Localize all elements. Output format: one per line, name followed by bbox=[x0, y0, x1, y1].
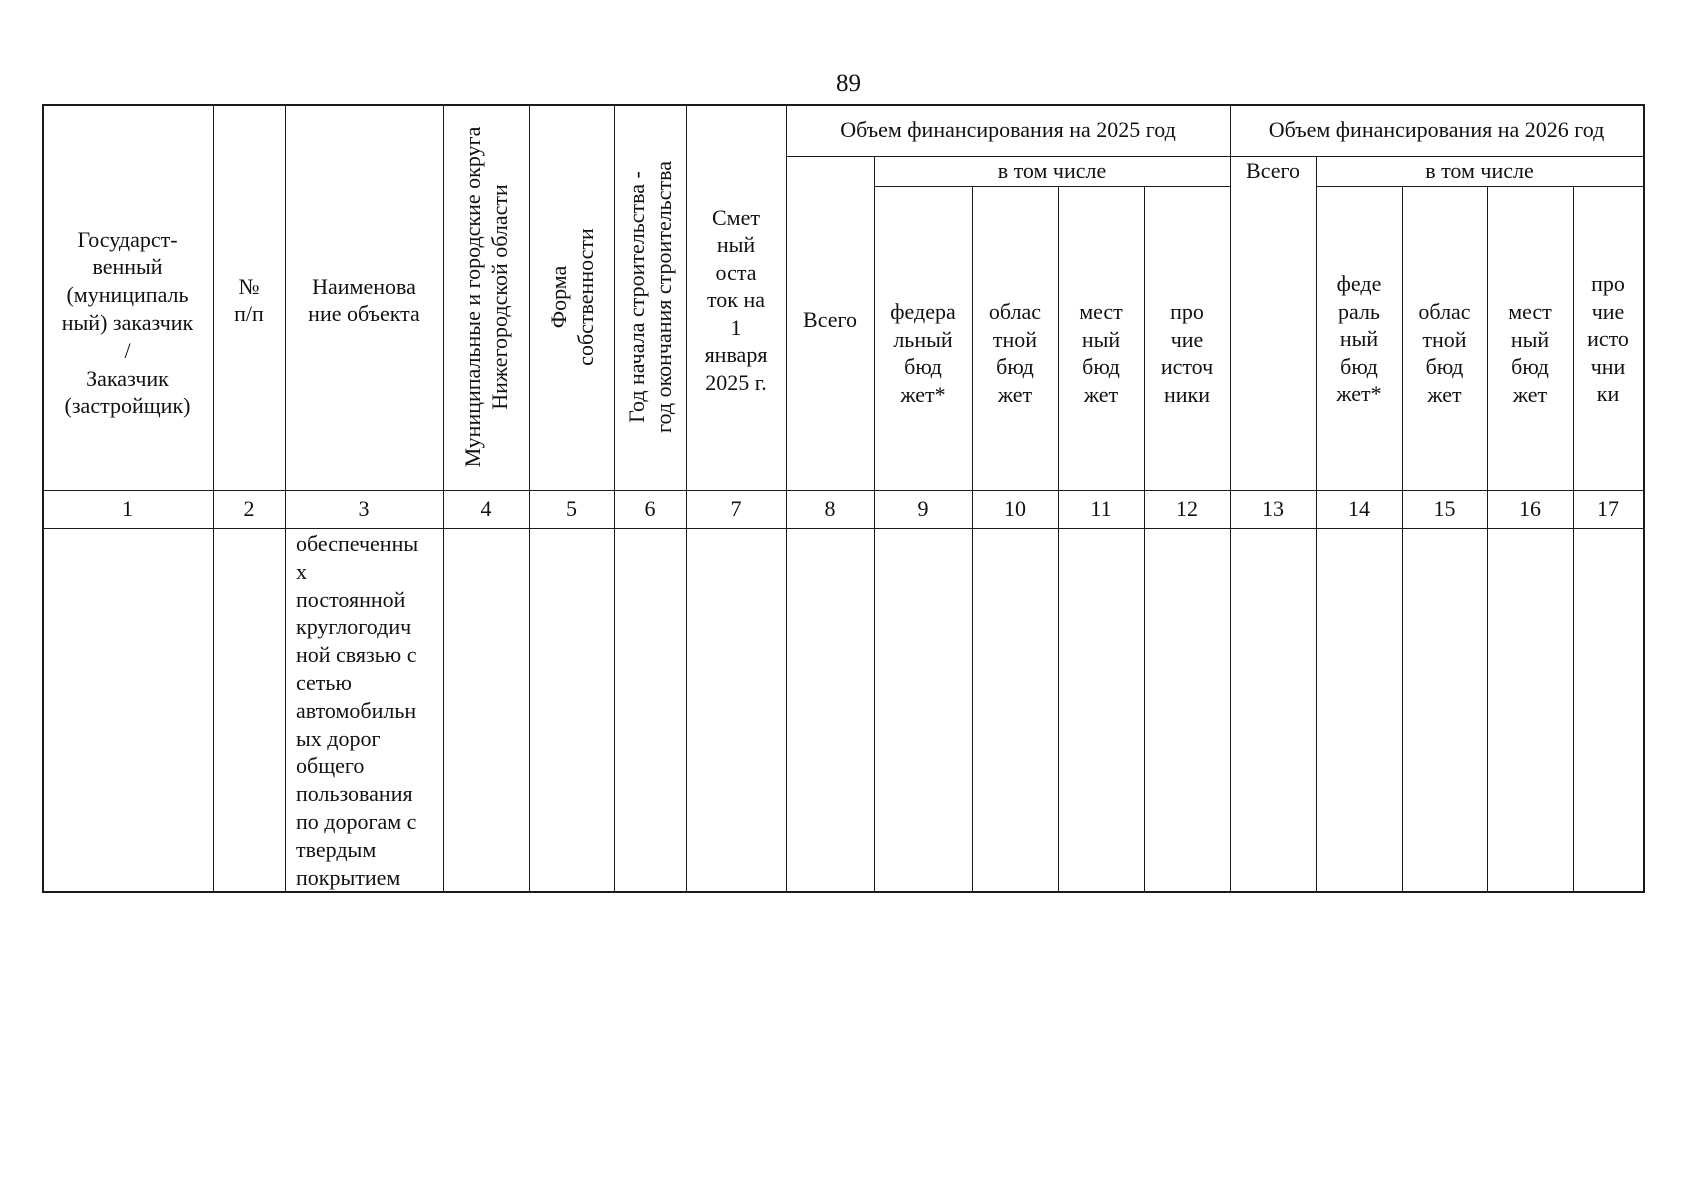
header-estimate-balance bbox=[686, 204, 786, 397]
header-construction-years-line: год окончания строительства bbox=[651, 161, 676, 433]
column-number: 15 bbox=[1433, 496, 1456, 521]
header-regional-2025-line: тной bbox=[992, 326, 1038, 352]
header-regional-2026 bbox=[1402, 298, 1487, 408]
rule-v bbox=[1487, 186, 1488, 892]
rule-h bbox=[42, 891, 1645, 893]
header-local-2026-line: ный bbox=[1510, 326, 1550, 352]
header-estimate-balance-line: 2025 г. bbox=[705, 369, 767, 395]
row-object-name-line: пользования bbox=[296, 781, 413, 807]
header-other-2026 bbox=[1573, 270, 1643, 408]
column-number: 13 bbox=[1262, 496, 1284, 521]
header-total-2026: Всего bbox=[1246, 158, 1300, 183]
header-other-2026-line: исто bbox=[1587, 326, 1629, 352]
header-regional-2025-line: бюд bbox=[996, 354, 1034, 379]
header-customer-line: венный bbox=[92, 254, 163, 280]
header-municipal-districts-line: Муниципальные и городские округа bbox=[460, 126, 485, 468]
header-federal-2026 bbox=[1316, 270, 1402, 408]
header-object-name-line: Наименова bbox=[312, 273, 416, 299]
header-row-number-line: № bbox=[238, 273, 260, 299]
header-object-name-line: ние объекта bbox=[308, 301, 420, 326]
header-federal-2026-line: ный bbox=[1339, 326, 1379, 352]
header-federal-2026-line: жет* bbox=[1336, 381, 1382, 407]
header-local-2026-line: бюд bbox=[1511, 354, 1549, 379]
column-number: 5 bbox=[566, 496, 577, 521]
column-number: 16 bbox=[1519, 496, 1541, 521]
header-other-2026-line: про bbox=[1591, 271, 1625, 297]
rule-v bbox=[1144, 186, 1145, 892]
row-object-name-line: постоянной bbox=[296, 586, 406, 612]
header-federal-2026-line: раль bbox=[1338, 298, 1380, 324]
header-total-2025: Всего bbox=[803, 307, 857, 332]
column-number: 14 bbox=[1348, 496, 1370, 521]
header-federal-2026-line: бюд bbox=[1340, 353, 1378, 379]
header-local-2025-line: мест bbox=[1079, 299, 1123, 324]
header-construction-years bbox=[623, 106, 677, 488]
header-ownership-form bbox=[545, 106, 599, 488]
header-customer bbox=[42, 226, 213, 421]
rule-h bbox=[42, 528, 1644, 529]
header-estimate-balance-line: оста bbox=[715, 259, 757, 285]
header-federal-2026-line: феде bbox=[1336, 271, 1382, 297]
header-regional-2025 bbox=[972, 298, 1058, 408]
header-estimate-balance-line: 1 bbox=[730, 314, 742, 340]
header-regional-2025-line: жет bbox=[997, 381, 1033, 407]
header-customer-line: Государст- bbox=[77, 226, 178, 252]
header-federal-2025-line: льный bbox=[893, 326, 953, 352]
header-including-2026: в том числе bbox=[1425, 158, 1534, 183]
row-object-name-line: х bbox=[296, 558, 307, 584]
header-local-2025-line: бюд bbox=[1082, 354, 1120, 379]
column-number: 11 bbox=[1090, 496, 1112, 521]
row-object-name-line: автомобильн bbox=[296, 697, 417, 723]
header-local-2026-line: мест bbox=[1508, 299, 1552, 324]
header-ownership-form-line: собственности bbox=[572, 228, 598, 366]
header-estimate-balance-line: ный bbox=[716, 232, 756, 258]
header-estimate-balance-line: января bbox=[704, 342, 768, 368]
column-number: 3 bbox=[358, 496, 370, 521]
page-number: 89 bbox=[836, 70, 861, 97]
row-object-name-line: общего bbox=[296, 753, 365, 779]
header-regional-2026-line: облас bbox=[1418, 299, 1471, 324]
header-other-2026-line: ки bbox=[1596, 381, 1620, 407]
header-row-number bbox=[213, 273, 285, 328]
header-other-2026-line: чие bbox=[1591, 298, 1625, 324]
header-local-2026 bbox=[1487, 298, 1573, 408]
header-customer-line: ный) заказчик bbox=[61, 310, 194, 336]
header-federal-2025-line: жет* bbox=[900, 381, 946, 407]
column-number: 4 bbox=[480, 496, 492, 521]
column-number: 9 bbox=[917, 496, 929, 521]
column-number: 7 bbox=[730, 496, 742, 521]
rule-v bbox=[972, 186, 973, 892]
rule-h bbox=[874, 186, 1231, 187]
rule-v bbox=[1402, 186, 1403, 892]
header-other-2025-line: чие bbox=[1170, 326, 1204, 352]
rule-v bbox=[1058, 186, 1059, 892]
header-local-2026-line: жет bbox=[1512, 381, 1548, 407]
header-regional-2026-line: бюд bbox=[1425, 354, 1464, 379]
rule-h bbox=[1316, 186, 1644, 187]
header-including-2025: в том числе bbox=[997, 158, 1107, 183]
column-number: 17 bbox=[1597, 496, 1619, 521]
header-regional-2025-line: облас bbox=[988, 299, 1042, 324]
header-customer-line: (застройщик) bbox=[64, 393, 191, 419]
header-regional-2026-line: тной bbox=[1422, 326, 1467, 352]
row-object-name bbox=[296, 530, 418, 891]
column-number: 8 bbox=[824, 496, 836, 521]
header-federal-2025-line: федера bbox=[890, 299, 956, 324]
column-number: 6 bbox=[644, 496, 656, 521]
header-other-2026-line: чни bbox=[1590, 353, 1626, 379]
column-number: 12 bbox=[1176, 496, 1198, 521]
header-financing-2026: Объем финансирования на 2026 год bbox=[1268, 117, 1605, 142]
column-number: 1 bbox=[122, 496, 133, 521]
header-estimate-balance-line: Смет bbox=[712, 204, 760, 230]
header-construction-years-line: Год начала строительства - bbox=[624, 171, 649, 423]
header-federal-2025-line: бюд bbox=[904, 354, 942, 379]
header-other-2025-line: источ bbox=[1160, 354, 1214, 379]
row-object-name-line: твердым bbox=[296, 836, 377, 862]
row-object-name-line: по дорогам с bbox=[296, 808, 417, 834]
header-customer-line: Заказчик bbox=[86, 365, 169, 391]
rule-v bbox=[1643, 104, 1645, 893]
header-other-2025-line: ники bbox=[1163, 381, 1210, 407]
header-local-2025-line: жет bbox=[1083, 381, 1119, 407]
row-object-name-line: обеспеченны bbox=[296, 531, 419, 556]
header-customer-line: (муниципаль bbox=[66, 282, 189, 308]
header-financing-2025: Объем финансирования на 2025 год bbox=[840, 117, 1176, 142]
row-object-name-line: ых дорог bbox=[296, 725, 381, 751]
header-row-number-line: п/п bbox=[234, 301, 264, 326]
header-local-2025-line: ный bbox=[1081, 326, 1121, 352]
header-local-2025 bbox=[1058, 298, 1144, 408]
header-estimate-balance-line: ток на bbox=[706, 287, 766, 313]
row-object-name-line: сетью bbox=[296, 669, 352, 695]
header-municipal-districts-line: Нижегородской области bbox=[487, 184, 512, 410]
column-number: 10 bbox=[1004, 496, 1026, 521]
header-municipal-districts bbox=[459, 106, 513, 488]
header-ownership-form-line: Форма bbox=[545, 265, 571, 329]
header-federal-2025 bbox=[874, 298, 972, 408]
row-object-name-line: круглогодич bbox=[296, 614, 412, 640]
header-other-2025 bbox=[1144, 298, 1230, 408]
header-object-name bbox=[285, 273, 443, 328]
header-other-2025-line: про bbox=[1170, 299, 1204, 324]
row-object-name-line: покрытием bbox=[296, 864, 401, 890]
column-number: 2 bbox=[243, 496, 255, 521]
header-regional-2026-line: жет bbox=[1427, 381, 1462, 407]
row-object-name-line: ной связью с bbox=[296, 642, 417, 668]
header-customer-line: / bbox=[124, 337, 131, 363]
